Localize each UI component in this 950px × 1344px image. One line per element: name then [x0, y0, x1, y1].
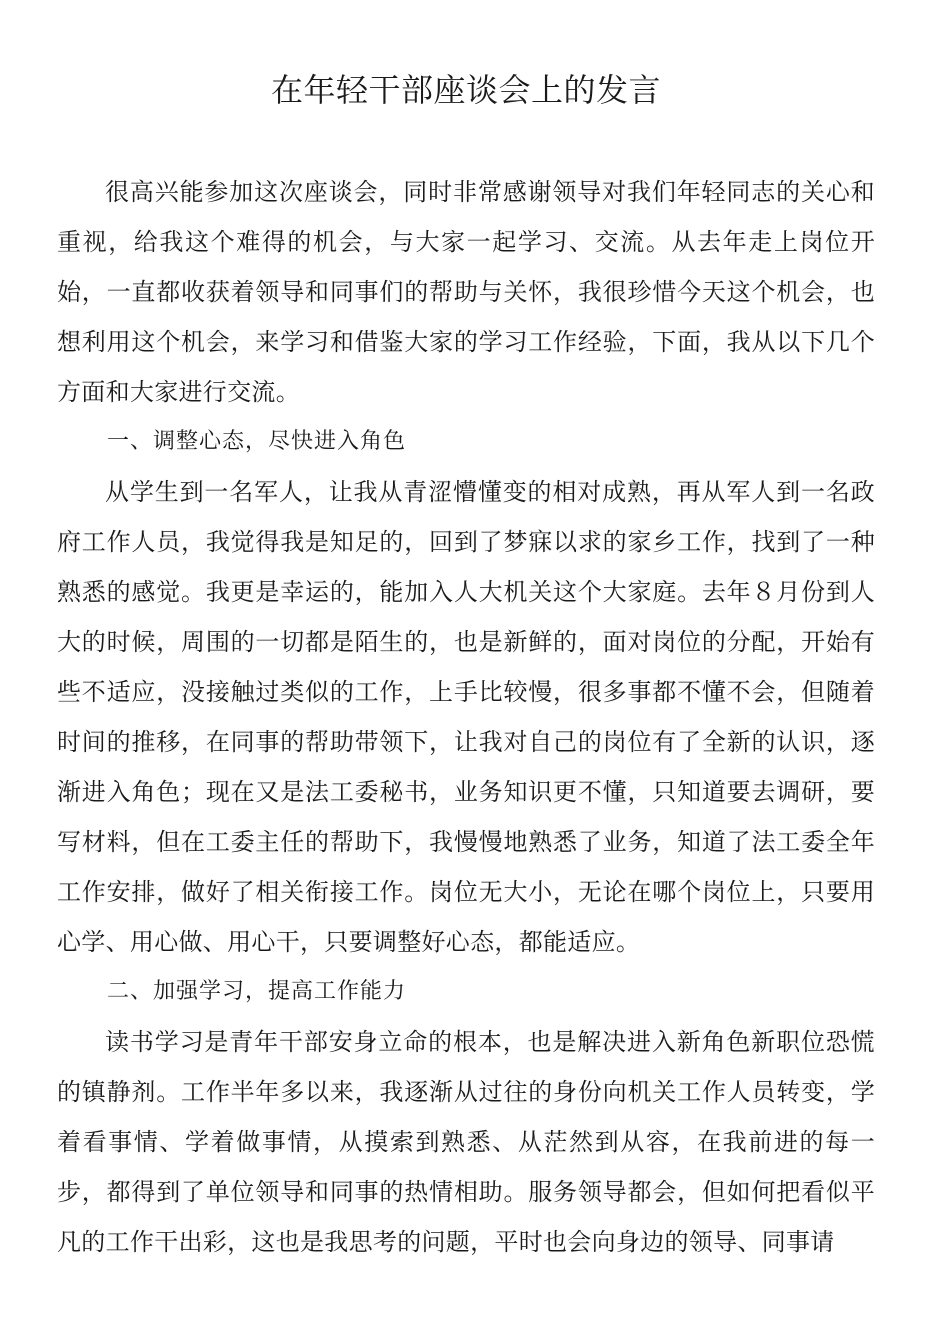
section-2-paragraph: 读书学习是青年干部安身立命的根本，也是解决进入新角色新职位恐慌的镇静剂。工作半年多以来，我逐渐从过往的身份向机关工作人员转变，学着看事情、学着做事情，从摸索到熟悉、从茫然到从容，在我前进的每一步，都得到了单位领导和同事的热情相助。服务领导都会，但如何把看似平凡的工作干出彩，这也是我思考的问题，平时也会向身边的领导、同事请 — [57, 1028, 875, 1256]
document-title: 在年轻干部座谈会上的发言 — [270, 71, 661, 109]
section-heading-1: 一、调整心态，尽快进入角色 — [107, 429, 407, 454]
intro-paragraph: 很高兴能参加这次座谈会，同时非常感谢领导对我们年轻同志的关心和重视，给我这个难得的机会，与大家一起学习、交流。从去年走上岗位开始，一直都收获着领导和同事们的帮助与关怀，我很珍惜今天这个机会，也想利用这个机会，来学习和借鉴大家的学习工作经验，下面，我从以下几个方面和大家进行交流。 — [57, 178, 875, 406]
section-heading-2: 二、加强学习，提高工作能力 — [107, 979, 407, 1004]
section-1-paragraph: 从学生到一名军人，让我从青涩懵懂变的相对成熟，再从军人到一名政府工作人员，我觉得我是知足的，回到了梦寐以求的家乡工作，找到了一种熟悉的感觉。我更是幸运的，能加入人大机关这个大家庭。去年８月份到人大的时候，周围的一切都是陌生的，也是新鲜的，面对岗位的分配，开始有些不适应，没接触过类似的工作，上手比较慢，很多事都不懂不会，但随着时间的推移，在同事的帮助带领下，让我对自己的岗位有了全新的认识，逐渐进入角色；现在又是法工委秘书，业务知识更不懂，只知道要去调研，要写材料，但在工委主任的帮助下，我慢慢地熟悉了业务，知道了法工委全年工作安排，做好了相关衔接工作。岗位无大小，无论在哪个岗位上，只要用心学、用心做、用心干，只要调整好心态，都能适应。 — [57, 478, 875, 956]
document-body — [57, 167, 875, 1267]
